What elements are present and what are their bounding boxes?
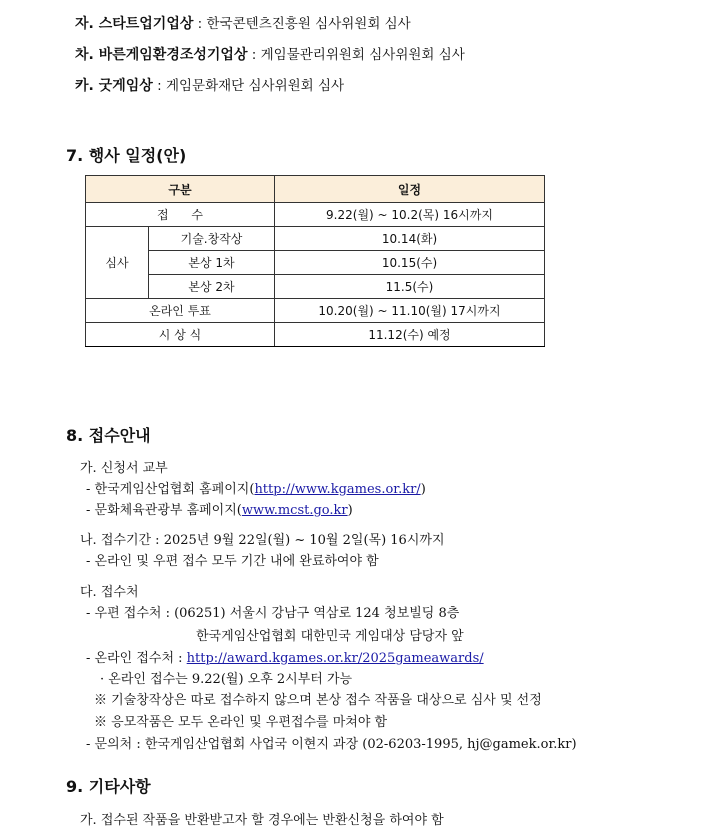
online-note: · 온라인 접수는 9.22(월) 오후 2시부터 가능 <box>100 672 353 687</box>
cell-category: 접 수 <box>86 203 275 227</box>
section-9-item: 가. 접수된 작품을 반환받고자 할 경우에는 반환신청을 하여야 함 <box>80 813 444 828</box>
list-item: - 온라인 및 우편 접수 모두 기간 내에 완료하여야 함 <box>86 554 379 569</box>
item-text: - 온라인 접수처 : <box>86 651 187 666</box>
cell-schedule: 10.20(월) ~ 11.10(월) 17시까지 <box>275 299 545 323</box>
award-separator: : <box>193 16 207 32</box>
cell-group-review: 심사 <box>86 227 149 299</box>
award-label: 차. 바른게임환경조성기업상 <box>75 47 248 63</box>
award-label: 카. 굿게임상 <box>75 78 153 94</box>
table-row <box>86 203 545 227</box>
cell-subcategory: 본상 1차 <box>149 251 275 275</box>
item-text: ) <box>420 482 426 497</box>
table-row <box>86 323 545 347</box>
cell-schedule: 9.22(월) ~ 10.2(목) 16시까지 <box>275 203 545 227</box>
cell-schedule: 10.15(수) <box>275 251 545 275</box>
contact-line: - 문의처 : 한국게임산업협회 사업국 이현지 과장 (02-6203-1995, hj@gamek.or.kr) <box>86 737 577 752</box>
schedule-table <box>85 175 545 347</box>
header-category: 구분 <box>86 176 275 203</box>
award-separator: : <box>247 47 261 63</box>
section-7-title: 7. 행사 일정(안) <box>66 146 187 165</box>
table-row <box>86 251 545 275</box>
cell-subcategory: 기술.창작상 <box>149 227 275 251</box>
item-text: - 문화체육관광부 홈페이지( <box>86 503 242 518</box>
header-schedule: 일정 <box>275 176 545 203</box>
table-header-row <box>86 176 545 203</box>
subsection-na-title: 나. 접수기간 : 2025년 9월 22일(월) ~ 10월 2일(목) 16시까지 <box>80 533 445 548</box>
mail-address-line1: - 우편 접수처 : (06251) 서울시 강남구 역삼로 124 청보빌딩 8층 <box>86 606 460 621</box>
award-desc: 게임문화재단 심사위원회 심사 <box>165 78 345 94</box>
cell-category: 시 상 식 <box>86 323 275 347</box>
cell-schedule: 11.12(수) 예정 <box>275 323 545 347</box>
item-text: ) <box>347 503 353 518</box>
award-label: 자. 스타트업기업상 <box>75 16 194 32</box>
cell-schedule: 11.5(수) <box>275 275 545 299</box>
online-submission-line <box>86 647 484 666</box>
note-tech-award: ※ 기술창작상은 따로 접수하지 않으며 본상 접수 작품을 대상으로 심사 및 선정 <box>94 693 542 708</box>
note-submission: ※ 응모작품은 모두 온라인 및 우편접수를 마쳐야 함 <box>94 715 388 730</box>
table-row <box>86 299 545 323</box>
item-text: - 한국게임산업협회 홈페이지( <box>86 482 255 497</box>
award-line-healthy-game <box>75 43 465 64</box>
award-desc: 한국콘텐츠진흥원 심사위원회 심사 <box>206 16 411 32</box>
table-row <box>86 275 545 299</box>
cell-category: 온라인 투표 <box>86 299 275 323</box>
subsection-ga-title: 가. 신청서 교부 <box>80 461 168 476</box>
award-line-good-game <box>75 74 344 95</box>
subsection-da-title: 다. 접수처 <box>80 585 139 600</box>
cell-schedule: 10.14(화) <box>275 227 545 251</box>
table-row <box>86 227 545 251</box>
list-item <box>86 499 353 518</box>
section-8-title: 8. 접수안내 <box>66 426 151 445</box>
award-line-startup <box>75 12 411 33</box>
award-desc: 게임물관리위원회 심사위원회 심사 <box>260 47 465 63</box>
list-item <box>86 478 426 497</box>
mcst-link[interactable]: www.mcst.go.kr <box>241 503 348 518</box>
award-site-link[interactable]: http://award.kgames.or.kr/2025gameawards/ <box>186 651 484 666</box>
award-separator: : <box>152 78 166 94</box>
section-9-title: 9. 기타사항 <box>66 777 151 796</box>
kgames-link[interactable]: http://www.kgames.or.kr/ <box>254 482 421 497</box>
cell-subcategory: 본상 2차 <box>149 275 275 299</box>
mail-address-line2: 한국게임산업협회 대한민국 게임대상 담당자 앞 <box>196 629 464 644</box>
